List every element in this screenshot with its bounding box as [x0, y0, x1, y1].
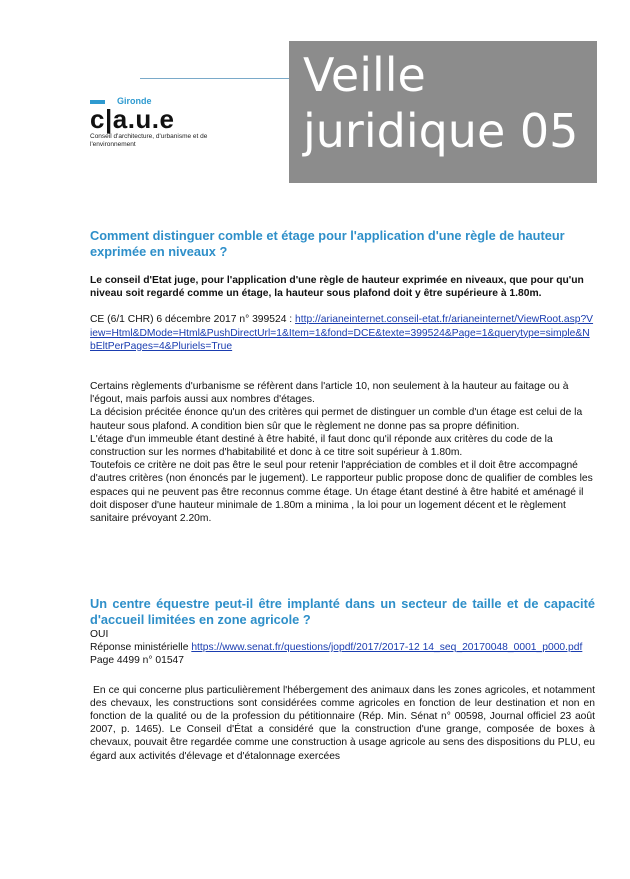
article-2-heading: Un centre équestre peut-il être implanté dans un secteur de taille et de capacité d'accueil limitées en zone agricole ?: [90, 596, 595, 627]
article-2-body: En ce qui concerne plus particulièrement l'hébergement des animaux dans les zones agricoles, et notamment des chevaux, les constructions sont considérées comme agricoles en fonction de leur destination et non en fonction de la qualité ou de la profession du pétitionnaire (Rép. Min. Sénat n° 00598, Journal officiel 23 août 2007, p. 1465). Le Conseil d'État a considéré que la construction d'une grange, composée de boxes à chevaux, pouvait être regardée comme une construction à usage agricole au sens des dispositions du PLU, eu égard aux activités d'élevage et d'étalonnage exercées: [90, 684, 595, 762]
article-1-body: [90, 380, 595, 525]
article-2-ref-link[interactable]: https://www.senat.fr/questions/jopdf/2017/2017-12 14_seq_20170048_0001_p000.pdf: [191, 642, 583, 654]
article-1-reference: [90, 313, 595, 353]
article-1-summary: Le conseil d'Etat juge, pour l'application d'une règle de hauteur exprimée en niveaux, que pour qu'un niveau soit regardé comme un étage, la hauteur sous plafond doit y être supérieure à 1.80m.: [90, 275, 584, 300]
article-2-ref-prefix: Réponse ministérielle: [90, 642, 192, 654]
article-1-ref-prefix: CE (6/1 CHR) 6 décembre 2017 n° 399524 :: [90, 314, 296, 326]
article-1-paragraph: Toutefois ce critère ne doit pas être le seul pour retenir l'appréciation de combles et il doit être accompagné d'autres critères (non énoncés par le jugement). Le rapporteur public propose donc de qualifier de combles les espaces qui ne peuvent pas être reconnus comme étage. Un étage étant destiné à être habité et aménagé il doit disposer d'une hauteur minimale de 1.80m a minima , la loi pour un logement décent et le règlement sanitaire prévoyant 2.20m.: [90, 460, 593, 525]
article-1-paragraph: La décision précitée énonce qu'un des critères qui permet de distinguer un comble d'un étage est celui de la hauteur sous plafond. A condition bien sûr que le règlement ne donne pas sa propre définition.: [90, 407, 583, 432]
article-2-reference: [90, 641, 595, 654]
article-1-paragraph: L'étage d'un immeuble étant destiné à être habité, il faut donc qu'il réponde aux critères du code de la construction sur les normes d'habitabilité et donc à ce titre soit supérieur à 1.80m.: [90, 433, 553, 459]
article-2-answer: OUI: [90, 629, 109, 640]
article-1: [90, 228, 595, 525]
article-1-heading: Comment distinguer comble et étage pour l'application d'une règle de hauteur exprimée en niveaux ?: [90, 228, 565, 259]
header-rule: [140, 78, 290, 79]
article-1-ref-link[interactable]: http://arianeinternet.conseil-etat.fr/arianeinternet/ViewRoot.asp?View=Html&DMode=Html&PushDirectUrl=1&Item=1&fond=DCE&texte=399524&Page=1&querytype=simple&NbEltPerPages=4&Pluriels=True: [90, 314, 594, 352]
article-2-page: Page 4499 n° 01547: [90, 655, 185, 667]
logo-wordmark: c|a.u.e: [90, 104, 175, 134]
title-line-2: juridique 05: [303, 104, 579, 158]
title-banner: [289, 41, 597, 183]
logo-region: Gironde: [117, 96, 152, 106]
title-line-1: Veille: [303, 48, 426, 102]
logo-tagline: Conseil d'architecture, d'urbanisme et de l'environnement: [90, 133, 208, 148]
article-1-paragraph: Certains règlements d'urbanisme se réfèrent dans l'article 10, non seulement à la hauteur au faitage ou à l'égout, mais parfois aussi aux nombres d'étages.: [90, 381, 569, 406]
article-2: [90, 596, 595, 763]
